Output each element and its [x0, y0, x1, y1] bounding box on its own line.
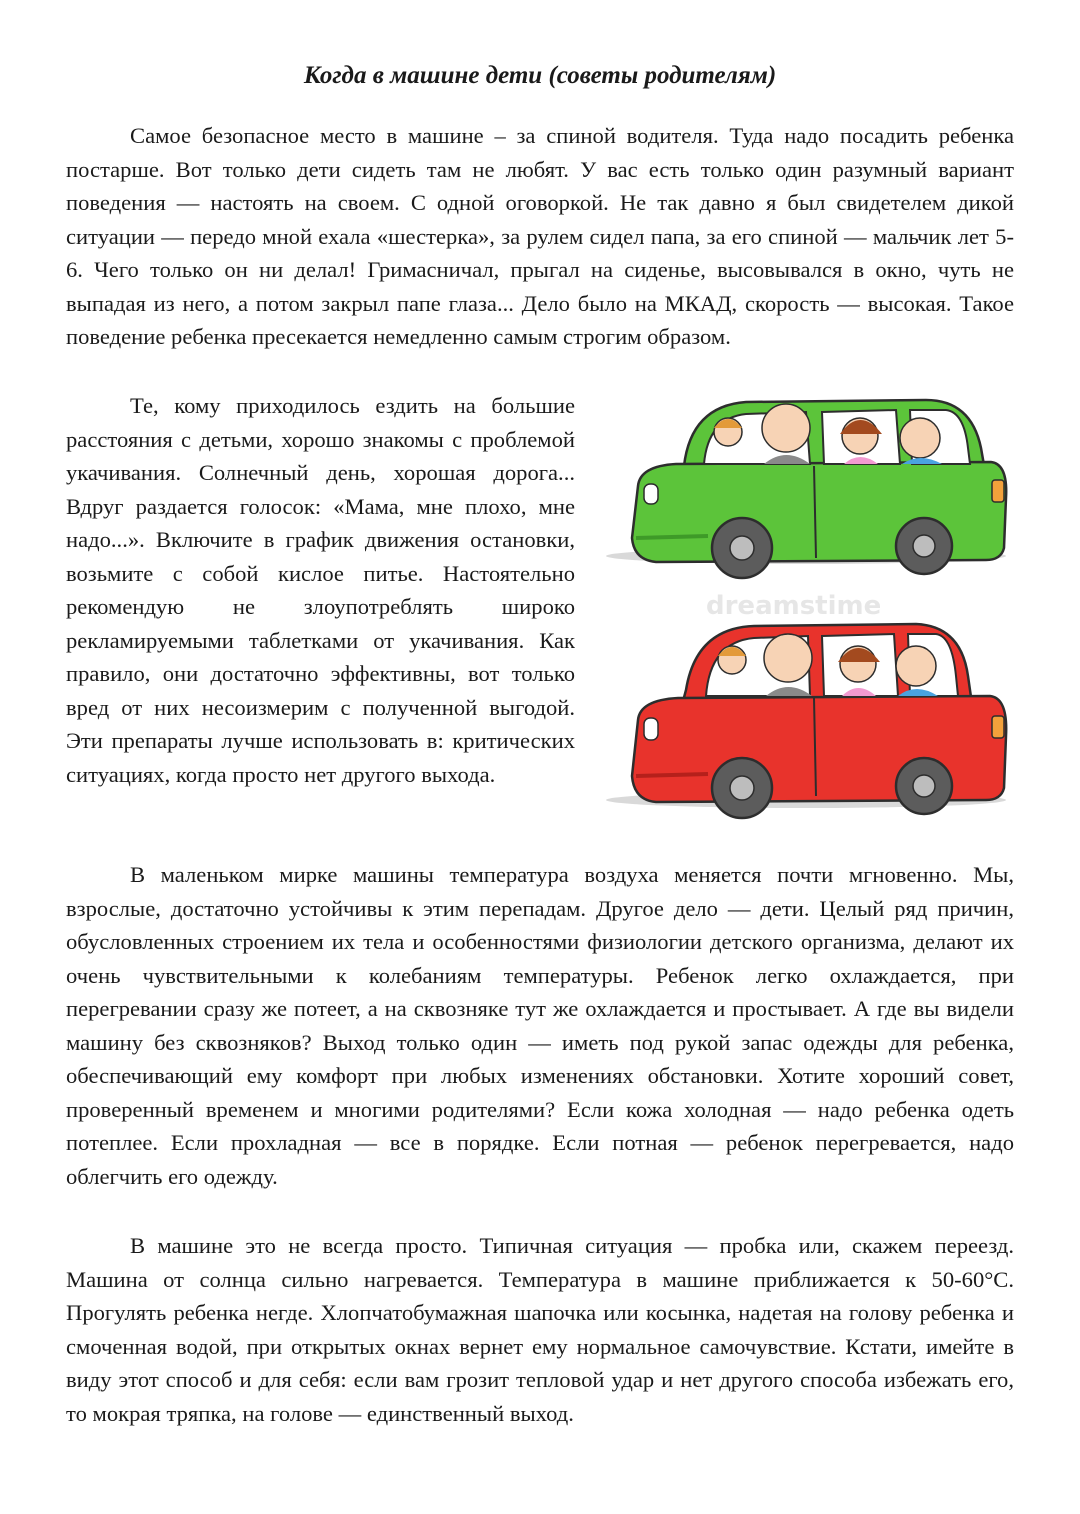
- paragraph-4: В машине это не всегда просто. Типичная ситуация — пробка или, скажем переезд. Машина от солнца сильно нагревается. Температура в машине приближается к 50-60°С. Прогулять ребенка негде. Хлопчатобумажная шапочка или косынка, надетая на голову ребенка и смоченная водой, при открытых окнах вернет ему нормальное самочувствие. Кстати, имейте в виду этот способ и для себя: если вам грозит тепловой удар и нет другого способа избежать его, то мокрая тряпка, на голове — единственный выход.: [66, 1233, 1014, 1426]
- document-title: Когда в машине дети (советы родителям): [303, 62, 777, 89]
- paragraph-1: Самое безопасное место в машине – за спиной водителя. Туда надо посадить ребенка постарше. Вот только дети сидеть там не любят. У вас есть только один разумный вариант поведения — настоять на своем. С одной оговоркой. Не так давно я был свидетелем дикой ситуации — передо мной ехала «шестерка», за рулем сидел папа, за его спиной — мальчик лет 5-6. Чего только он ни делал! Гримасничал, прыгал на сиденье, высовывался в окно, чуть не выпадая из него, а потом закрыл папе глаза... Дело было на МКАД, скорость — высокая. Такое поведение ребенка пресекается немедленно самым строгим образом.: [66, 123, 1014, 349]
- paragraph-2: Те, кому приходилось ездить на большие расстояния с детьми, хорошо знакомы с проблемой укачивания. Солнечный день, хорошая дорога... Вдруг раздается голосок: «Мама, мне плохо, мне надо...». Включите в график движения остановки, возьмите с собой кислое питье. Настоятельно рекомендую не злоупотреблять широко рекламируемыми таблетками от укачивания. Как правило, они достаточно эффективны, вот только вред от них несоизмерим с полученной выгодой. Эти препараты лучше использовать в: критических ситуациях, когда просто нет другого выхода.: [66, 393, 575, 787]
- paragraph-3: В маленьком мирке машины температура воздуха меняется почти мгновенно. Мы, взрослые, достаточно устойчивы к этим перепадам. Другое дело — дети. Целый ряд причин, обусловленных строением их тела и особенностями физиологии детского организма, делают их очень чувствительными к колебаниям температуры. Ребенок легко охлаждается, при перегревании сразу же потеет, а на сквозняке тут же охлаждается и простывает. А где вы видели машину без сквозняков? Выход только один — иметь под рукой запас одежды для ребенка, обеспечивающий ему комфорт при любых изменениях обстановки. Хотите хороший совет, проверенный временем и многими родителями? Если кожа холодная — надо ребенка одеть потеплее. Если прохладная — все в порядке. Если потная — ребенок перегревается, надо облегчить его одежду.: [66, 862, 1014, 1189]
- cars-illustration: [596, 388, 1026, 828]
- green-car: [606, 400, 1006, 578]
- watermark-text: dreamstime: [706, 591, 882, 621]
- red-car: [606, 624, 1006, 818]
